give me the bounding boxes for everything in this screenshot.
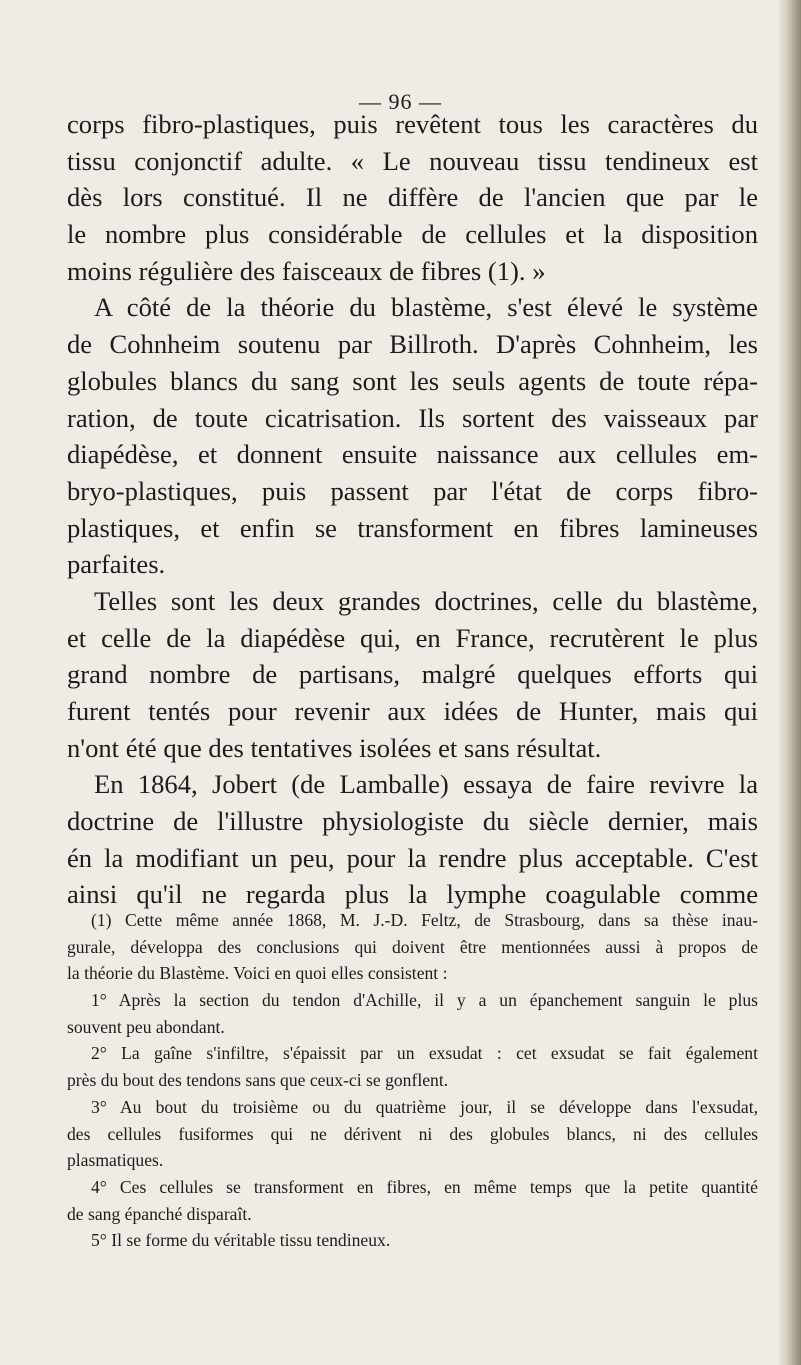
footnote-line: 4° Ces cellules se transforment en fibres, en même temps que la petite quantité <box>91 1176 758 1197</box>
body-line: bryo-plastiques, puis passent par l'état de corps fibro- <box>67 475 758 506</box>
footnote-line: souvent peu abondant. <box>67 1016 225 1037</box>
footnote-line: (1) Cette même année 1868, M. J.-D. Feltz, de Strasbourg, dans sa thèse inau- <box>91 910 758 930</box>
body-line: de Cohnheim soutenu par Billroth. D'après Cohnheim, les <box>67 329 758 360</box>
footnote-line: 5° Il se forme du véritable tissu tendineux. <box>91 1230 391 1251</box>
footnote-line: de sang épanché disparaît. <box>67 1203 252 1224</box>
page-number: — 96 — <box>359 89 442 114</box>
body-line: tissu conjonctif adulte. « Le nouveau tissu tendineux est <box>67 145 758 176</box>
body-line: moins régulière des faisceaux de fibres (1). » <box>67 255 546 286</box>
body-line: En 1864, Jobert (de Lamballe) essaya de faire revivre la <box>94 769 758 800</box>
body-line: A côté de la théorie du blastème, s'est élevé le système <box>94 292 758 323</box>
footnote-line: 1° Après la section du tendon d'Achille, il y a un épanchement sanguin le plus <box>91 990 758 1011</box>
body-line: ainsi qu'il ne regarda plus la lymphe coagulable comme <box>67 879 758 910</box>
footnote <box>67 907 758 1254</box>
footnote-line: 2° La gaîne s'infiltre, s'épaissit par un exsudat : cet exsudat se fait également <box>91 1043 758 1064</box>
body-line: Telles sont les deux grandes doctrines, celle du blastème, <box>94 585 758 616</box>
body-line: grand nombre de partisans, malgré quelques efforts qui <box>67 659 758 690</box>
body-text <box>67 106 758 913</box>
body-line: parfaites. <box>67 549 166 580</box>
body-line: én la modifiant un peu, pour la rendre plus acceptable. C'est <box>67 842 758 873</box>
body-line: ration, de toute cicatrisation. Ils sortent des vaisseaux par <box>67 402 758 433</box>
footnote-line: des cellules fusiformes qui ne dérivent ni des globules blancs, ni des cellules <box>67 1123 758 1144</box>
body-line: doctrine de l'illustre physiologiste du siècle dernier, mais <box>67 806 758 837</box>
body-line: n'ont été que des tentatives isolées et sans résultat. <box>67 732 602 763</box>
footnote-line: la théorie du Blastème. Voici en quoi elles consistent : <box>67 963 448 984</box>
footnote-line: plasmatiques. <box>67 1150 164 1171</box>
body-line: plastiques, et enfin se transforment en fibres lamineuses <box>67 512 758 543</box>
footnote-line: 3° Au bout du troisième ou du quatrième jour, il se développe dans l'exsudat, <box>91 1096 758 1117</box>
footnote-line: gurale, développa des conclusions qui doivent être mentionnées aussi à propos de <box>67 936 758 957</box>
body-line: furent tentés pour revenir aux idées de Hunter, mais qui <box>67 696 758 726</box>
body-line: diapédèse, et donnent ensuite naissance aux cellules em- <box>67 439 758 470</box>
body-line: globules blancs du sang sont les seuls agents de toute répa- <box>67 365 758 396</box>
footnote-line: près du bout des tendons sans que ceux-ci se gonflent. <box>67 1070 449 1091</box>
body-line: corps fibro-plastiques, puis revêtent tous les caractères du <box>67 109 758 139</box>
body-line: dès lors constitué. Il ne diffère de l'ancien que par le <box>67 182 758 213</box>
body-line: et celle de la diapédèse qui, en France, recrutèrent le plus <box>67 622 758 653</box>
page-edge-shadow <box>779 0 801 1365</box>
body-line: le nombre plus considérable de cellules et la disposition <box>67 219 758 250</box>
